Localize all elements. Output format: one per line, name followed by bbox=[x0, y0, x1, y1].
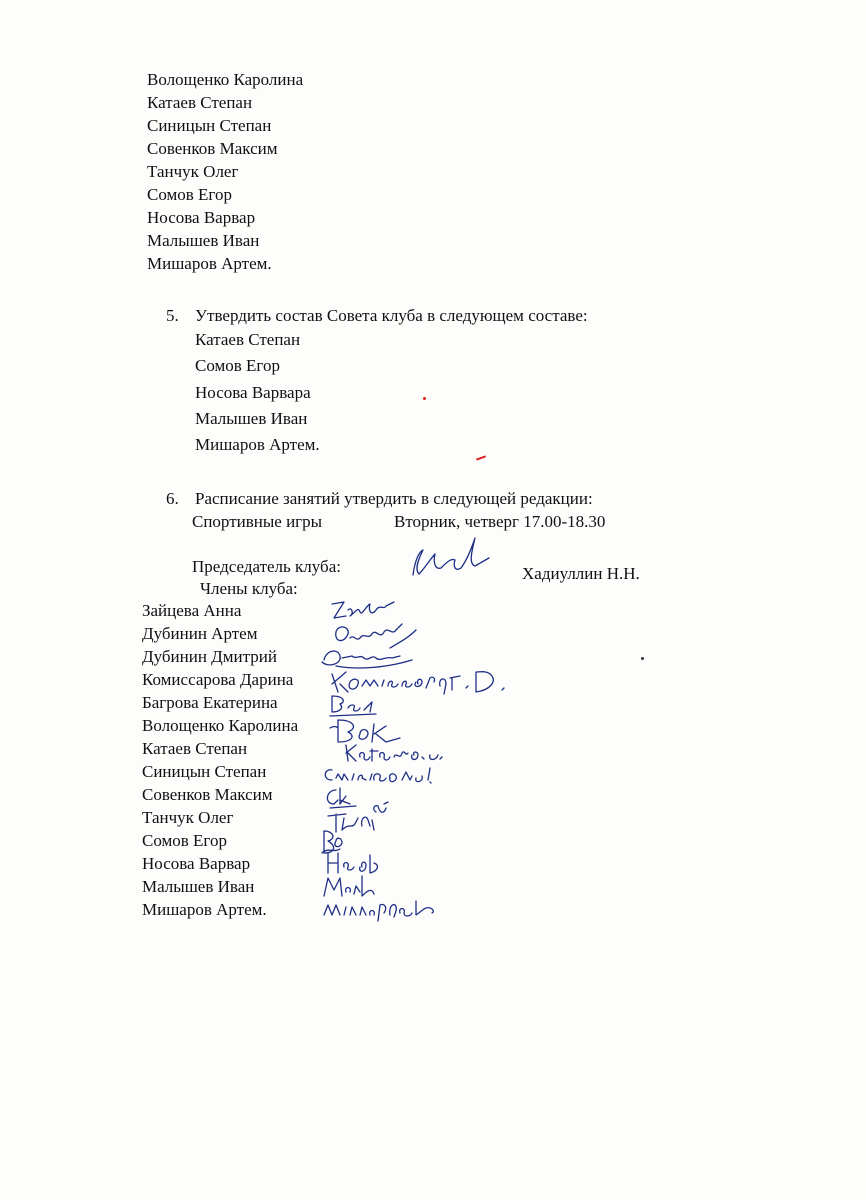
member-name: Носова Варвар bbox=[142, 854, 251, 873]
red-dot-mark bbox=[423, 397, 426, 400]
item-6-text: Расписание занятий утвердить в следующей редакции: bbox=[195, 489, 593, 508]
chairman-label: Председатель клуба: bbox=[192, 557, 341, 576]
chairman-signature bbox=[405, 530, 495, 580]
red-dash-mark bbox=[476, 455, 486, 460]
top-list-item: Катаев Степан bbox=[147, 93, 253, 112]
top-list-item: Мишаров Артем. bbox=[147, 254, 272, 273]
member-name: Танчук Олег bbox=[142, 808, 234, 827]
top-list-item: Танчук Олег bbox=[147, 162, 239, 181]
item-5-text: Утвердить состав Совета клуба в следующем составе: bbox=[195, 306, 588, 325]
item-5-number: 5. bbox=[166, 306, 179, 325]
member-name: Волощенко Каролина bbox=[142, 716, 299, 735]
top-list-item: Совенков Максим bbox=[147, 139, 278, 158]
member-name: Катаев Степан bbox=[142, 739, 248, 758]
stray-dot bbox=[641, 657, 644, 660]
schedule-activity: Спортивные игры bbox=[192, 512, 323, 531]
member-name: Комиссарова Дарина bbox=[142, 670, 294, 689]
council-member: Носова Варвара bbox=[195, 383, 311, 402]
top-list-item: Синицын Степан bbox=[147, 116, 272, 135]
top-list-item: Малышев Иван bbox=[147, 231, 260, 250]
council-member: Малышев Иван bbox=[195, 409, 308, 428]
member-name: Дубинин Дмитрий bbox=[142, 647, 277, 666]
member-name: Мишаров Артем. bbox=[142, 900, 267, 919]
council-member: Мишаров Артем. bbox=[195, 435, 320, 454]
members-label: Члены клуба: bbox=[200, 579, 298, 598]
chairman-name: Хадиуллин Н.Н. bbox=[522, 564, 640, 583]
top-list-item: Носова Варвар bbox=[147, 208, 256, 227]
council-member: Катаев Степан bbox=[195, 330, 301, 349]
schedule-time: Вторник, четверг 17.00-18.30 bbox=[394, 512, 606, 531]
council-member: Сомов Егор bbox=[195, 356, 280, 375]
member-name: Синицын Степан bbox=[142, 762, 267, 781]
member-name: Малышев Иван bbox=[142, 877, 255, 896]
member-name: Сомов Егор bbox=[142, 831, 227, 850]
member-name: Совенков Максим bbox=[142, 785, 273, 804]
member-name: Багрова Екатерина bbox=[142, 693, 278, 712]
member-name: Дубинин Артем bbox=[142, 624, 258, 643]
top-list-item: Волощенко Каролина bbox=[147, 70, 304, 89]
signature-14 bbox=[320, 893, 450, 923]
item-6-number: 6. bbox=[166, 489, 179, 508]
top-list-item: Сомов Егор bbox=[147, 185, 232, 204]
member-name: Зайцева Анна bbox=[142, 601, 242, 620]
